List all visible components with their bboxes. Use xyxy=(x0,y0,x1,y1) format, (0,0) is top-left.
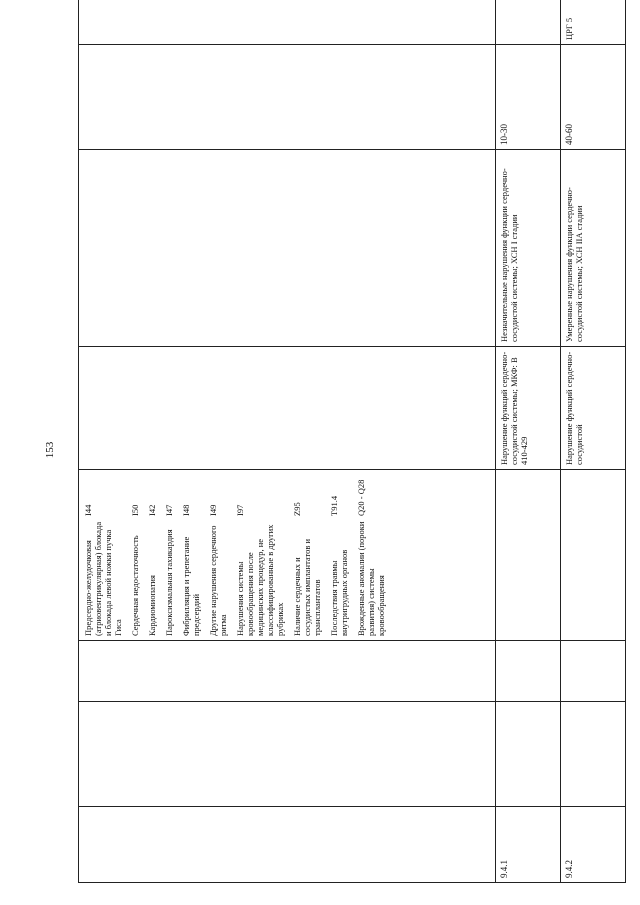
row-number: 9.4.2 xyxy=(561,807,626,883)
cell-empty xyxy=(79,150,496,347)
diagnosis-name: Врожденные аномалии (пороки развития) системы кровообращения xyxy=(356,521,387,636)
impairment-cell: Нарушение функций сердечно-сосудистой системы; МКФ: В 410-429 xyxy=(496,347,561,470)
diagnosis-code: T91.4 xyxy=(329,495,340,516)
cell-empty xyxy=(79,347,496,470)
cell-empty xyxy=(561,641,626,702)
cell-empty xyxy=(79,45,496,150)
rotated-table-wrapper xyxy=(78,17,626,883)
diagnosis-code: Z95 xyxy=(292,502,303,516)
page-number: 153 xyxy=(44,441,56,459)
diagnosis-code: I48 xyxy=(181,504,192,516)
diagnosis-code: I42 xyxy=(147,504,158,516)
diagnosis-code: I97 xyxy=(235,504,246,516)
diagnosis-code: Q20 - Q28 xyxy=(356,479,367,516)
cell-empty-number xyxy=(79,807,496,883)
diagnosis-name: Наличие сердечных и сосудистых имплантатов и трансплантатов xyxy=(292,538,323,636)
diagnosis-item xyxy=(233,470,287,640)
diagnosis-item xyxy=(206,470,230,640)
cell-empty xyxy=(561,702,626,807)
diagnosis-code: I47 xyxy=(164,504,175,516)
cell-empty xyxy=(561,470,626,641)
criteria-table xyxy=(78,0,626,883)
diagnosis-item xyxy=(162,470,176,640)
cell-empty xyxy=(79,0,496,45)
diagnosis-name: Другие нарушения сердечного ритма xyxy=(208,525,229,636)
diagnosis-item xyxy=(290,470,324,640)
cell-empty xyxy=(496,470,561,641)
percent-cell: 10-30 xyxy=(496,45,561,150)
table-row xyxy=(561,0,626,883)
diagnosis-item xyxy=(128,470,142,640)
diagnosis-name: Сердечная недостаточность xyxy=(130,535,141,636)
cell-empty xyxy=(79,641,496,702)
diagnosis-item xyxy=(145,470,159,640)
diagnosis-name: Нарушения системы кровообращения после медицинских процедур, не классифицированные в других рубриках xyxy=(235,524,286,636)
row-number: 9.4.1 xyxy=(496,807,561,883)
diagnosis-list-cell xyxy=(79,470,496,641)
grade-cell: Умеренные нарушения функции сердечно-сосудистой системы; ХСН IIА стадии xyxy=(561,150,626,347)
impairment-cell: Нарушение функций сердечно-сосудистой xyxy=(561,347,626,470)
diagnosis-item xyxy=(354,470,388,640)
cell-empty xyxy=(79,702,496,807)
table-row-diagnoses xyxy=(79,0,496,883)
diagnosis-item xyxy=(179,470,203,640)
diagnosis-item xyxy=(327,470,351,640)
diagnosis-list xyxy=(79,470,388,640)
diagnosis-name: Предсердно-желудочковая (атриовентрикулярная) блокада и блокада левой ножки пучка Гиса xyxy=(83,521,124,636)
diagnosis-code: I50 xyxy=(130,504,141,516)
diagnosis-name: Фибрилляция и трепетание предсердий xyxy=(181,536,202,636)
diagnosis-code: I44 xyxy=(83,504,93,516)
diagnosis-code: I49 xyxy=(208,504,219,516)
extra-cell: ЦРГ 5 xyxy=(561,0,626,45)
table-row xyxy=(496,0,561,883)
percent-cell: 40-60 xyxy=(561,45,626,150)
extra-cell xyxy=(496,0,561,45)
diagnosis-name: Кардиомиопатия xyxy=(147,575,158,636)
diagnosis-name: Пароксизмальная тахикардия xyxy=(164,529,175,636)
diagnosis-name: Последствия травмы внутригрудных органов xyxy=(329,549,350,636)
diagnosis-item xyxy=(81,470,125,640)
grade-cell: Незначительные нарушения функции сердечно-сосудистой системы; ХСН I стадии xyxy=(496,150,561,347)
cell-empty xyxy=(496,702,561,807)
cell-empty xyxy=(496,641,561,702)
